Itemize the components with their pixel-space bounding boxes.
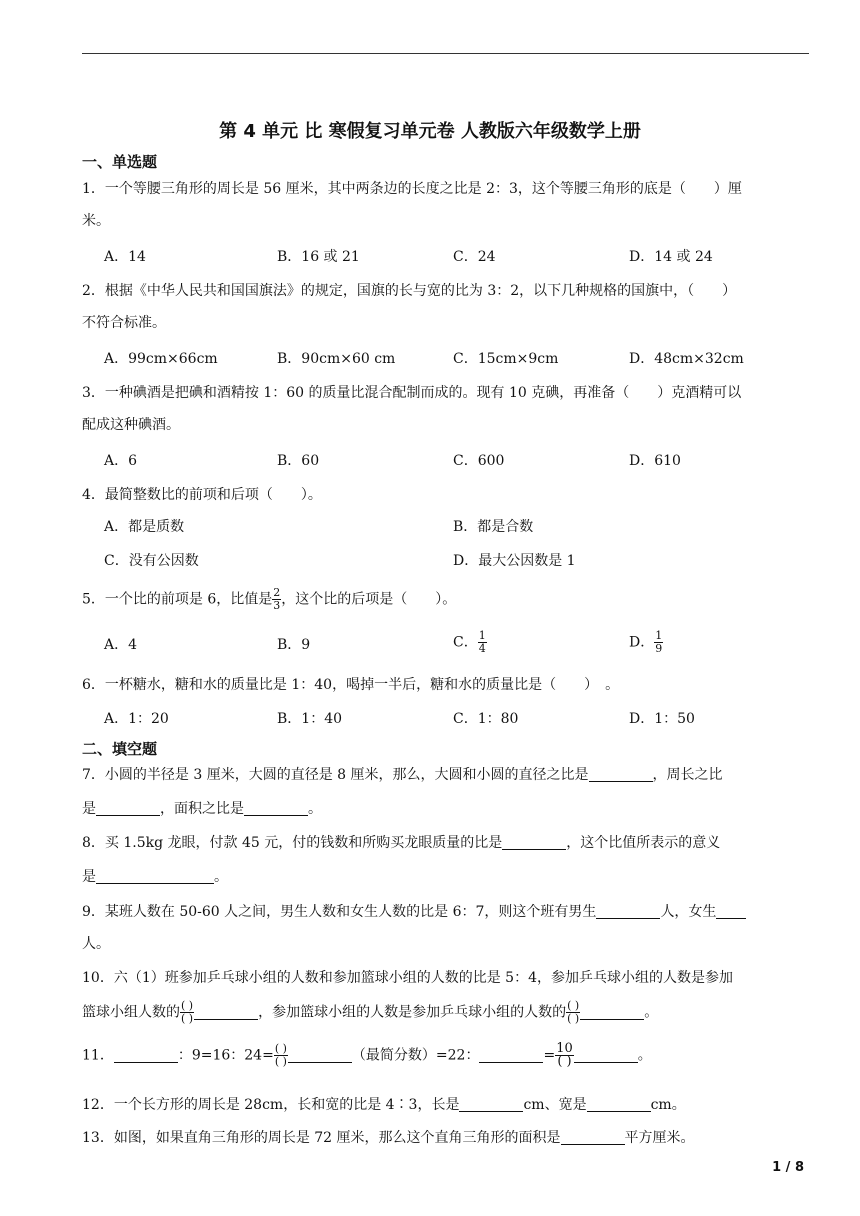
question-13-text-1: 13．如图，如果直角三角形的周长是 72 厘米，那么这个直角三角形的面积是 <box>82 1130 561 1146</box>
question-2-option-d: D．48cm×32cm <box>629 351 744 367</box>
question-3-option-d: D．610 <box>629 453 681 469</box>
question-5-text-after: ，这个比的后项是（ ）。 <box>281 591 457 608</box>
question-10-fraction-2 <box>566 1000 580 1025</box>
answer-blank[interactable] <box>587 1097 651 1112</box>
question-6-option-b: B．1：40 <box>277 711 343 727</box>
question-12-line-1 <box>82 1096 686 1114</box>
question-12-text-2: cm、宽是 <box>523 1097 587 1113</box>
question-11-text-2: ：9=16：24= <box>177 1047 274 1064</box>
question-8-line-2 <box>82 868 228 886</box>
question-9-line-2: 人。 <box>82 936 110 952</box>
question-3-line-1: 3．一种碘酒是把碘和酒精按 1：60 的质量比混合配制而成的。现有 10 克碘，再准备（ ）克酒精可以 <box>82 385 742 401</box>
question-7-text-2: ，周长之比 <box>652 767 723 783</box>
question-2-line-1: 2．根据《中华人民共和国国旗法》的规定，国旗的长与宽的比为 3：2，以下几种规格的国旗中，（ ） <box>82 283 737 299</box>
answer-blank[interactable] <box>716 904 746 919</box>
question-5-fraction-denominator: 3 <box>273 599 281 612</box>
question-2-option-a: A．99cm×66cm <box>104 351 218 367</box>
section-heading-fill-in: 二、填空题 <box>82 740 158 758</box>
question-1-line-1: 1．一个等腰三角形的周长是 56 厘米，其中两条边的长度之比是 2：3，这个等腰三角形的底是（ ）厘 <box>82 181 742 197</box>
question-2-line-2: 不符合标准。 <box>82 315 166 331</box>
question-10-fraction-1 <box>180 1000 194 1025</box>
answer-blank[interactable] <box>244 801 308 816</box>
question-5-option-b: B．9 <box>277 637 311 653</box>
option-c-numerator: 1 <box>478 629 486 642</box>
question-3-option-c: C．600 <box>453 453 505 469</box>
answer-blank[interactable] <box>96 869 214 884</box>
question-12-text-3: cm。 <box>650 1097 686 1113</box>
answer-blank[interactable] <box>479 1048 543 1063</box>
question-5-line-1 <box>82 587 456 612</box>
question-5-fraction <box>272 587 281 612</box>
question-7-text-4: ，面积之比是 <box>160 801 244 817</box>
question-4-line-1: 4．最简整数比的前项和后项（ ）。 <box>82 487 322 503</box>
question-6-option-c: C．1：80 <box>453 711 519 727</box>
fraction-numerator: ( ) <box>567 999 580 1012</box>
answer-blank[interactable] <box>459 1097 523 1112</box>
question-7-text-1: 7．小圆的半径是 3 厘米，大圆的直径是 8 厘米，那么，大圆和小圆的直径之比是 <box>82 767 589 783</box>
question-8-line-1 <box>82 834 720 852</box>
question-11-text-4: = <box>543 1047 556 1064</box>
question-10-text-1: 篮球小组人数的 <box>82 1004 180 1021</box>
question-1-option-c: C．24 <box>453 249 496 265</box>
question-9-text-1: 9．某班人数在 50-60 人之间，男生人数和女生人数的比是 6：7，则这个班有男生 <box>82 904 597 920</box>
question-5-option-c-fraction <box>478 630 487 655</box>
fraction-numerator: ( ) <box>274 1042 287 1055</box>
page-title: 第 4 单元 比 寒假复习单元卷 人教版六年级数学上册 <box>219 121 641 142</box>
question-1-option-a: A．14 <box>104 249 146 265</box>
question-4-option-d: D．最大公因数是 1 <box>453 553 576 569</box>
question-5-option-d-fraction <box>654 630 663 655</box>
answer-blank[interactable] <box>194 1005 258 1020</box>
answer-blank[interactable] <box>574 1048 638 1063</box>
option-d-numerator: 1 <box>655 629 663 642</box>
question-10-line-2 <box>82 1000 658 1025</box>
fraction-denominator: ( ) <box>274 1055 287 1068</box>
question-5-option-d-label: D． <box>629 634 655 651</box>
question-6-option-d: D．1：50 <box>629 711 695 727</box>
question-4-option-c: C．没有公因数 <box>104 553 199 569</box>
question-7-line-1 <box>82 766 723 784</box>
fraction-numerator: ( ) <box>181 999 194 1012</box>
question-2-option-c: C．15cm×9cm <box>453 351 559 367</box>
question-8-text-3: 是 <box>82 869 96 885</box>
answer-blank[interactable] <box>96 801 160 816</box>
answer-blank[interactable] <box>114 1048 178 1063</box>
question-8-text-1: 8．买 1.5kg 龙眼，付款 45 元，付的钱数和所购买龙眼质量的比是 <box>82 835 503 851</box>
question-1-option-b: B．16 或 21 <box>277 249 360 265</box>
question-2-option-b: B．90cm×60 cm <box>277 351 396 367</box>
fraction-denominator: ( ) <box>567 1012 580 1025</box>
question-8-text-4: 。 <box>214 869 228 885</box>
question-6-line-1: 6．一杯糖水，糖和水的质量比是 1：40，喝掉一半后，糖和水的质量比是（ ） 。 <box>82 677 620 693</box>
question-1-option-d: D．14 或 24 <box>629 249 713 265</box>
question-3-option-a: A．6 <box>104 453 138 469</box>
question-5-option-c-label: C． <box>453 634 478 651</box>
option-c-denominator: 4 <box>478 642 486 655</box>
question-13-text-2: 平方厘米。 <box>624 1130 695 1146</box>
question-4-option-b: B．都是合数 <box>453 519 534 535</box>
page-number: 1 / 8 <box>772 1160 804 1175</box>
question-9-line-1 <box>82 903 746 921</box>
answer-blank[interactable] <box>561 1130 625 1145</box>
question-3-option-b: B．60 <box>277 453 320 469</box>
option-d-denominator: 9 <box>655 642 663 655</box>
question-9-text-2: 人，女生 <box>660 904 717 920</box>
question-12-text-1: 12．一个长方形的周长是 28cm，长和宽的比是 4∶3，长是 <box>82 1097 460 1113</box>
section-heading-single-choice: 一、单选题 <box>82 153 158 171</box>
header-rule <box>82 53 809 54</box>
answer-blank[interactable] <box>580 1005 644 1020</box>
answer-blank[interactable] <box>589 767 653 782</box>
question-5-option-c <box>453 630 487 655</box>
question-11-text-3: （最简分数）=22： <box>351 1047 480 1064</box>
fraction-denominator: ( ) <box>181 1012 194 1025</box>
question-7-text-5: 。 <box>308 801 322 817</box>
question-7-text-3: 是 <box>82 801 96 817</box>
question-11-text-1: 11． <box>82 1047 114 1064</box>
question-5-option-d <box>629 630 663 655</box>
question-11-fraction-2 <box>555 1043 574 1068</box>
question-10-text-2: ，参加篮球小组的人数是参加乒乓球小组的人数的 <box>258 1004 567 1021</box>
answer-blank[interactable] <box>596 904 660 919</box>
question-10-text-3: 。 <box>644 1004 659 1021</box>
question-11-text-5: 。 <box>637 1047 652 1064</box>
question-3-line-2: 配成这种碘酒。 <box>82 417 180 433</box>
answer-blank[interactable] <box>502 835 566 850</box>
question-5-text-before: 5．一个比的前项是 6，比值是 <box>82 591 273 608</box>
answer-blank[interactable] <box>288 1048 352 1063</box>
question-1-line-2: 米。 <box>82 213 110 229</box>
question-5-fraction-numerator: 2 <box>273 586 281 599</box>
fraction-numerator: 10 <box>556 1041 573 1056</box>
question-11-fraction-1 <box>274 1043 288 1068</box>
question-6-option-a: A．1：20 <box>104 711 169 727</box>
question-7-line-2 <box>82 800 322 818</box>
question-8-text-2: ，这个比值所表示的意义 <box>566 835 721 851</box>
fraction-denominator: ( ) <box>557 1054 572 1069</box>
question-11-line-1 <box>82 1043 652 1068</box>
question-10-line-1: 10．六（1）班参加乒乓球小组的人数和参加篮球小组的人数的比是 5：4，参加乒乓球小组的人数是参加 <box>82 970 733 986</box>
question-5-option-a: A．4 <box>104 637 138 653</box>
question-4-option-a: A．都是质数 <box>104 519 185 535</box>
question-13-line-1 <box>82 1129 695 1147</box>
